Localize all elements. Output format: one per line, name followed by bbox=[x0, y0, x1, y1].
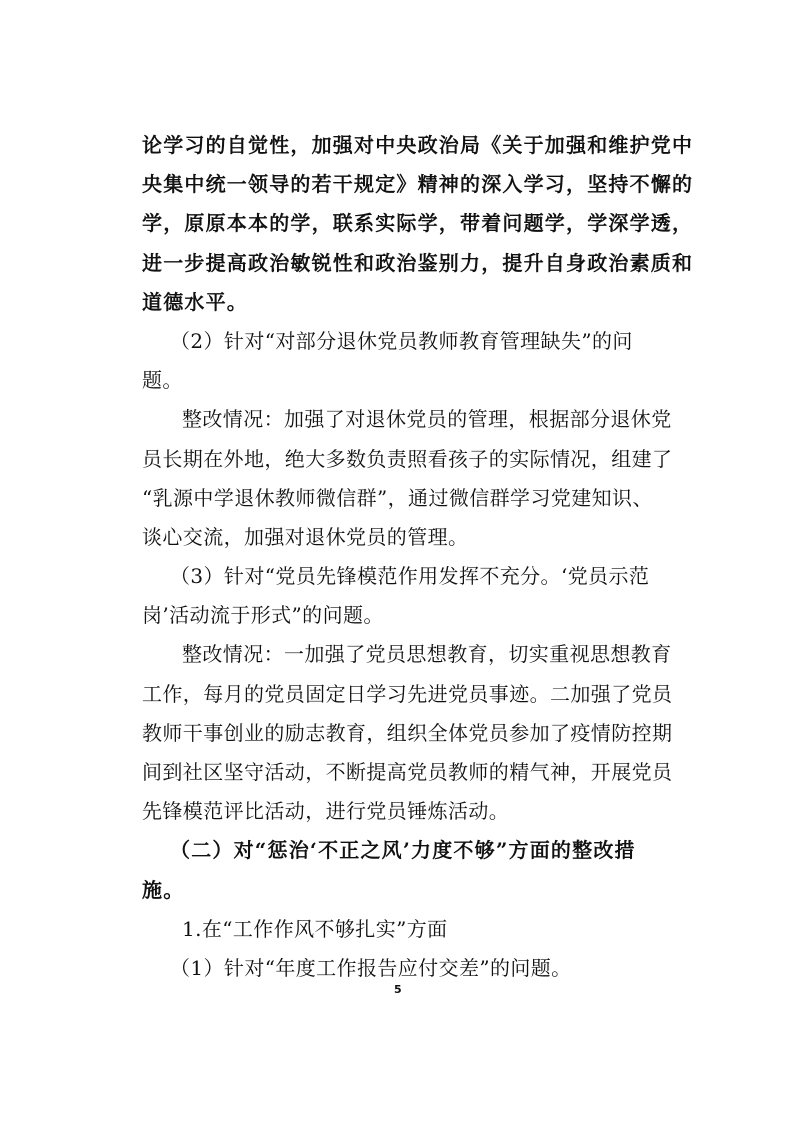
rectification-paragraph-2-line-5: 先锋模范评比活动，进行党员锤炼活动。 bbox=[142, 799, 510, 824]
page-number: 5 bbox=[394, 983, 402, 996]
body-line-1: 论学习的自觉性，加强对中央政治局《关于加强和维护党中 bbox=[142, 133, 694, 157]
body-line-3: 学，原原本本的学，联系实际学，带着问题学，学深学透， bbox=[142, 211, 694, 236]
item-2-heading-line-2: 题。 bbox=[142, 368, 183, 393]
rectification-paragraph-2-line-4: 间到社区坚守活动，不断提高党员教师的精气神，开展党员 bbox=[142, 760, 673, 784]
rectification-paragraph-1-line-4: 谈心交流，加强对退休党员的管理。 bbox=[142, 524, 469, 549]
body-line-4: 进一步提高政治敏锐性和政治鉴别力，提升自身政治素质和 bbox=[142, 250, 694, 275]
rectification-paragraph-1-line-2: 员长期在外地，绝大多数负责照看孩子的实际情况，组建了 bbox=[142, 446, 673, 471]
body-line-2: 央集中统一领导的若干规定》精神的深入学习，坚持不懈的 bbox=[142, 172, 694, 197]
rectification-paragraph-2-line-2: 工作，每月的党员固定日学习先进党员事迹。二加强了党员 bbox=[142, 681, 673, 706]
rectification-paragraph-2-line-1: 整改情况：一加强了党员思想教育，切实重视思想教育 bbox=[182, 642, 672, 667]
rectification-paragraph-2-line-3: 教师干事创业的励志教育，组织全体党员参加了疫情防控期 bbox=[142, 720, 673, 745]
item-3-heading-line-2: 岗’活动流于形式”的问题。 bbox=[142, 603, 384, 628]
section-2-heading-line-1: （二）对“惩治‘不正之风’力度不够”方面的整改措 bbox=[170, 838, 636, 863]
item-1-heading: （1）针对“年度工作报告应付交差”的问题。 bbox=[170, 955, 572, 980]
body-line-5: 道德水平。 bbox=[142, 289, 248, 314]
section-2-heading-line-2: 施。 bbox=[142, 877, 185, 902]
subsection-1-heading: 1.在“工作作风不够扎实”方面 bbox=[182, 916, 448, 941]
rectification-paragraph-1-line-3: “乳源中学退休教师微信群”，通过微信群学习党建知识、 bbox=[142, 485, 653, 510]
rectification-paragraph-1-line-1: 整改情况：加强了对退休党员的管理，根据部分退休党 bbox=[182, 407, 672, 432]
item-2-heading-line-1: （2）针对“对部分退休党员教师教育管理缺失”的问 bbox=[170, 328, 633, 353]
document-body bbox=[142, 126, 694, 988]
item-3-heading-line-1: （3）针对“党员先锋模范作用发挥不充分。‘党员示范 bbox=[170, 564, 650, 589]
